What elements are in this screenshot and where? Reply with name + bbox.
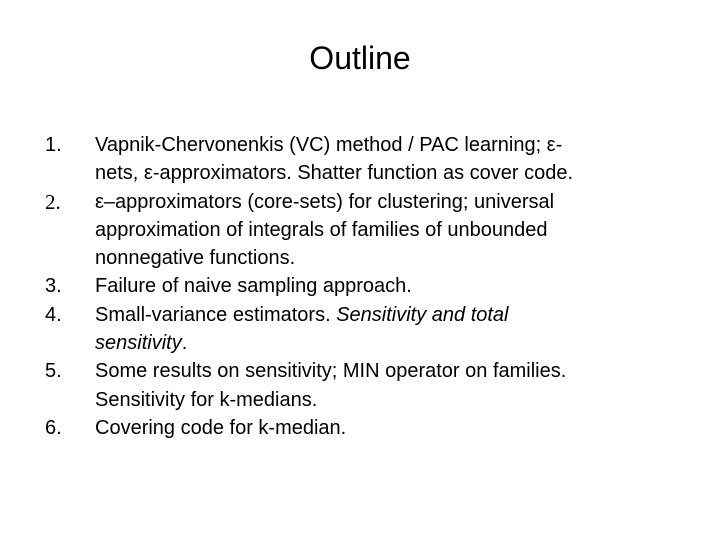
list-item bbox=[42, 357, 682, 414]
item-number: 5. bbox=[45, 360, 62, 383]
item-text: Vapnik-Chervonenkis (VC) method / PAC learning; ε- nets, ε-approximators. Shatter function as cover code. bbox=[95, 134, 574, 185]
list-item bbox=[42, 188, 682, 273]
list-item bbox=[42, 414, 682, 442]
slide-title: Outline bbox=[309, 40, 411, 76]
item-text: Covering code for k-median. bbox=[95, 416, 347, 439]
outline-list bbox=[42, 131, 682, 442]
list-item bbox=[42, 131, 682, 188]
item-number: 2. bbox=[45, 189, 61, 214]
item-number: 3. bbox=[45, 275, 62, 298]
list-item bbox=[42, 272, 682, 300]
item-number: 6. bbox=[45, 416, 62, 439]
item-text-tail: . bbox=[181, 332, 188, 355]
item-number: 1. bbox=[45, 134, 62, 156]
item-number: 4. bbox=[45, 303, 62, 326]
item-text: Some results on sensitivity; MIN operator on families. Sensitivity for k-medians. bbox=[95, 360, 567, 411]
item-text bbox=[95, 301, 682, 358]
item-text: Failure of naive sampling approach. bbox=[95, 275, 412, 298]
item-text-plain: Small-variance estimators. bbox=[95, 303, 337, 326]
list-item bbox=[42, 301, 682, 358]
item-text: ε–approximators (core-sets) for clustering; universal approximation of integrals of families of unbounded nonnegative functions. bbox=[95, 190, 555, 270]
item-text-italic: Sensitivity and total sensitivity bbox=[95, 303, 509, 355]
